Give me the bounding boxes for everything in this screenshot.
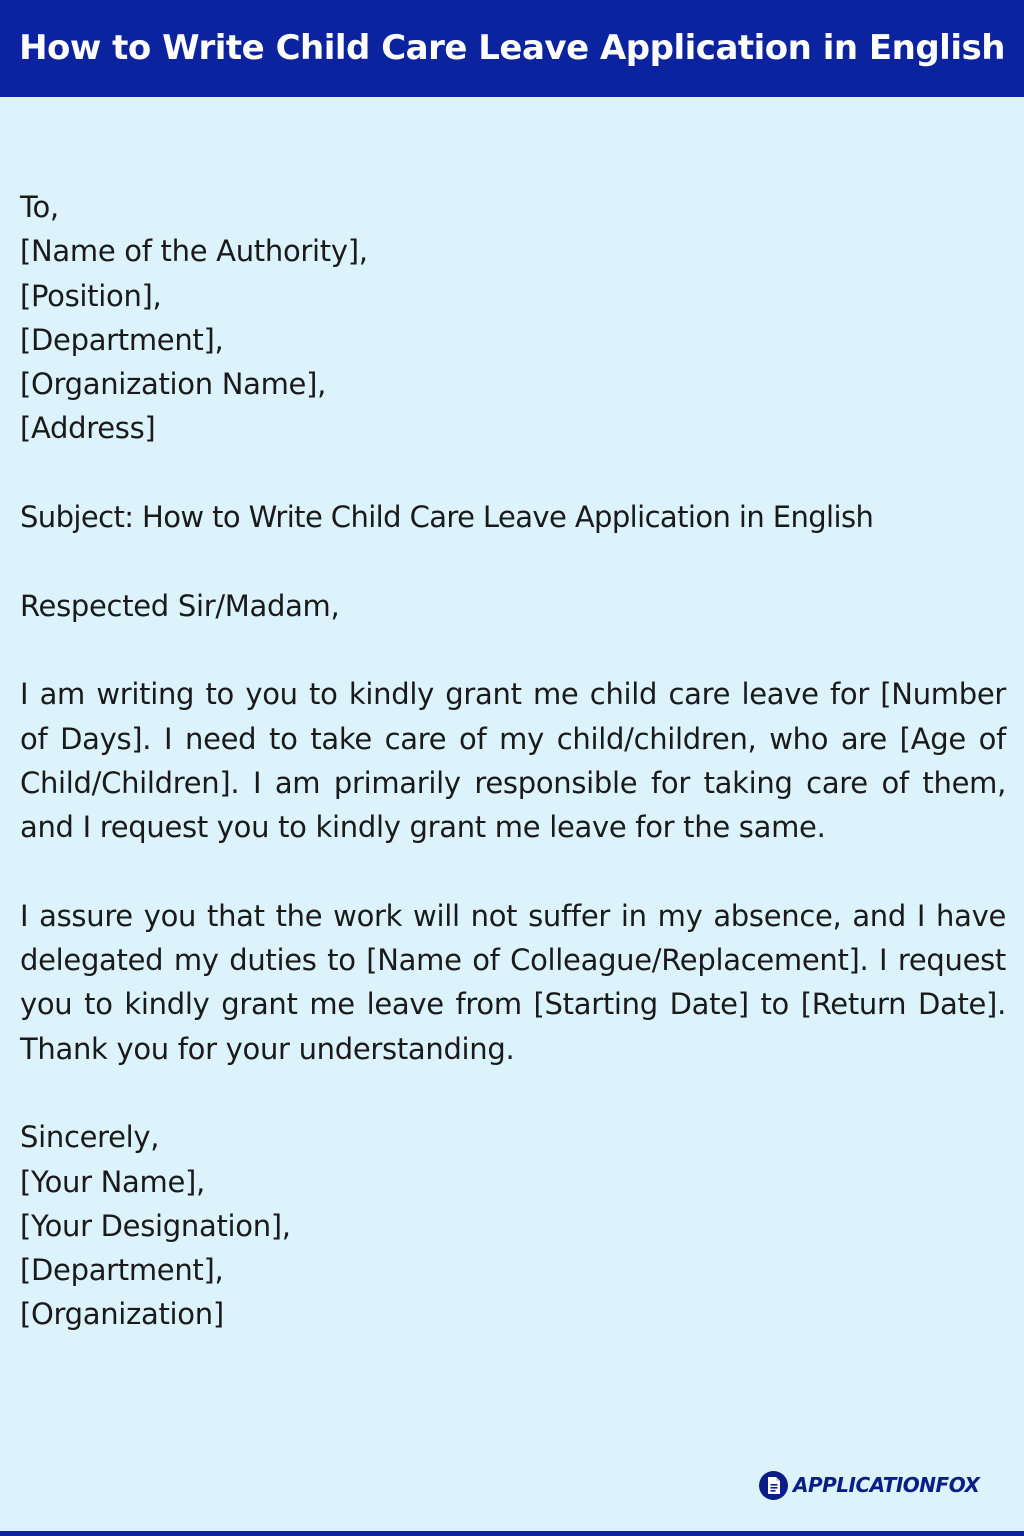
- spacer: [20, 539, 1006, 583]
- recipient-address-block: [20, 185, 1006, 451]
- closing-line: [Organization]: [20, 1297, 224, 1332]
- salutation: Respected Sir/Madam,: [20, 588, 340, 623]
- subject-line: Subject: How to Write Child Care Leave Application in English: [20, 500, 874, 535]
- closing-block: [20, 1115, 1006, 1336]
- page-title: How to Write Child Care Leave Application in English: [19, 27, 1005, 68]
- address-line: [Department],: [20, 322, 224, 357]
- closing-line: Sincerely,: [20, 1120, 160, 1155]
- closing-line: [Your Designation],: [20, 1208, 291, 1243]
- address-line: [Name of the Authority],: [20, 234, 368, 269]
- address-line: [Position],: [20, 278, 162, 313]
- brand-logo: [759, 1470, 979, 1500]
- document-icon: [759, 1471, 788, 1500]
- brand-name: APPLICATIONFOX: [793, 1473, 980, 1497]
- body-paragraph: I am writing to you to kindly grant me child care leave for [Number of Days]. I need to take care of my child/children, who are [Age of Child/Children]. I am primarily responsible for taking care of them, and I request you to kindly grant me leave for the same.: [20, 677, 1006, 845]
- spacer: [20, 1071, 1006, 1115]
- spacer: [20, 628, 1006, 672]
- closing-line: [Your Name],: [20, 1164, 205, 1199]
- letter-body: [20, 185, 1006, 1337]
- body-paragraph: I assure you that the work will not suffer in my absence, and I have delegated my duties to [Name of Colleague/Replacement]. I request you to kindly grant me leave from [Starting Date] to [Return Date]. Thank you for your understanding.: [20, 898, 1006, 1066]
- spacer: [20, 849, 1006, 893]
- spacer: [20, 451, 1006, 495]
- address-line: To,: [20, 190, 59, 224]
- page-header: [0, 0, 1024, 97]
- bottom-border: [0, 1531, 1024, 1536]
- address-line: [Organization Name],: [20, 367, 327, 402]
- address-line: [Address]: [20, 411, 156, 446]
- closing-line: [Department],: [20, 1253, 224, 1288]
